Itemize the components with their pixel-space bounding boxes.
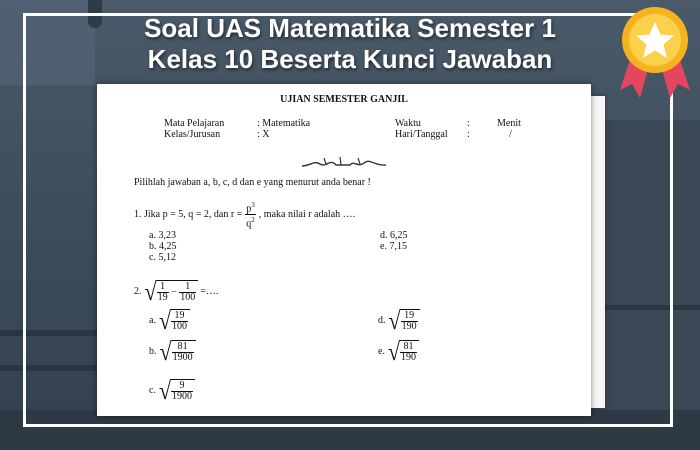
q2-d-num: 19 xyxy=(401,311,418,322)
hari-colon: : xyxy=(467,129,470,140)
q2-suffix: =…. xyxy=(200,286,219,297)
q1-fraction xyxy=(245,200,256,230)
calligraphy-icon xyxy=(300,154,388,170)
q2-b-label: b. xyxy=(149,346,157,357)
q1-option-d: d. 6,25 xyxy=(380,230,408,241)
q1-frac-den: q xyxy=(246,218,252,230)
q2-a-num: 19 xyxy=(171,311,188,322)
q2-b-num: 81 xyxy=(172,342,194,353)
star-ribbon-icon xyxy=(610,2,700,102)
exam-paper xyxy=(97,84,591,416)
banner-title-line2: Kelas 10 Beserta Kunci Jawaban xyxy=(147,44,553,74)
q2-f1-num: 1 xyxy=(157,282,169,293)
q1-option-e: e. 7,15 xyxy=(380,241,407,252)
q2-option-c: c. √ $\frac{9}{1900}$ xyxy=(149,379,195,402)
kelas-value: : X xyxy=(257,129,270,140)
q2-sqrt: √ $\frac{1}{19}$ − $\frac{1}{100}$ xyxy=(145,280,199,303)
q2-c-den: 1900 xyxy=(172,391,193,402)
q1-option-c: c. 5,12 xyxy=(149,252,176,263)
mapel-label: Mata Pelajaran xyxy=(164,118,225,129)
q2-option-a: a. √ $\frac{19}{100}$ xyxy=(149,309,190,332)
q2-d-label: d. xyxy=(378,315,386,326)
q2-f2-num: 1 xyxy=(179,282,196,293)
q2-a-label: a. xyxy=(149,315,156,326)
q2-b-den: 1900 xyxy=(172,352,193,363)
q1-frac-num-exp: 3 xyxy=(251,201,255,209)
hari-label: Hari/Tanggal xyxy=(395,129,448,140)
q2-option-d: d. √ $\frac{19}{190}$ xyxy=(378,309,420,332)
q2-c-num: 9 xyxy=(171,381,193,392)
exam-heading: UJIAN SEMESTER GANJIL xyxy=(280,94,408,105)
waktu-label: Waktu xyxy=(395,118,421,129)
q1-frac-num: p xyxy=(246,203,252,215)
q2-prefix: 2. xyxy=(134,286,142,297)
q1-option-a: a. 3,23 xyxy=(149,230,176,241)
q1-frac-den-exp: 2 xyxy=(251,216,255,225)
instruction-text: Pilihlah jawaban a, b, c, d dan e yang menurut anda benar ! xyxy=(134,177,371,188)
waktu-colon: : xyxy=(467,118,470,129)
q1-option-b: b. 4,25 xyxy=(149,241,177,252)
q2-e-den: 190 xyxy=(401,352,417,363)
q1-prefix: 1. Jika p = 5, q = 2, dan r = xyxy=(134,209,243,221)
q2-e-label: e. xyxy=(378,346,385,357)
hari-value: / xyxy=(509,129,512,140)
q2-c-label: c. xyxy=(149,385,156,396)
q2-e-num: 81 xyxy=(400,342,417,353)
banner-title-line1: Soal UAS Matematika Semester 1 xyxy=(144,13,556,43)
q2-d-den: 190 xyxy=(401,321,417,332)
kelas-label: Kelas/Jurusan xyxy=(164,129,221,140)
q2-option-e: e. √ $\frac{81}{190}$ xyxy=(378,340,419,363)
q1-suffix: , maka nilai r adalah …. xyxy=(258,209,356,221)
waktu-value: Menit xyxy=(497,118,521,129)
q2-f2-den: 100 xyxy=(180,292,196,303)
q2-option-b: b. √ $\frac{81}{1900}$ xyxy=(149,340,196,363)
q2-minus: − xyxy=(171,286,177,298)
mapel-value: : Matematika xyxy=(257,118,311,129)
q2-a-den: 100 xyxy=(172,321,188,332)
question-1 xyxy=(134,200,355,230)
q2-f1-den: 19 xyxy=(157,292,168,303)
question-2 xyxy=(134,276,219,306)
